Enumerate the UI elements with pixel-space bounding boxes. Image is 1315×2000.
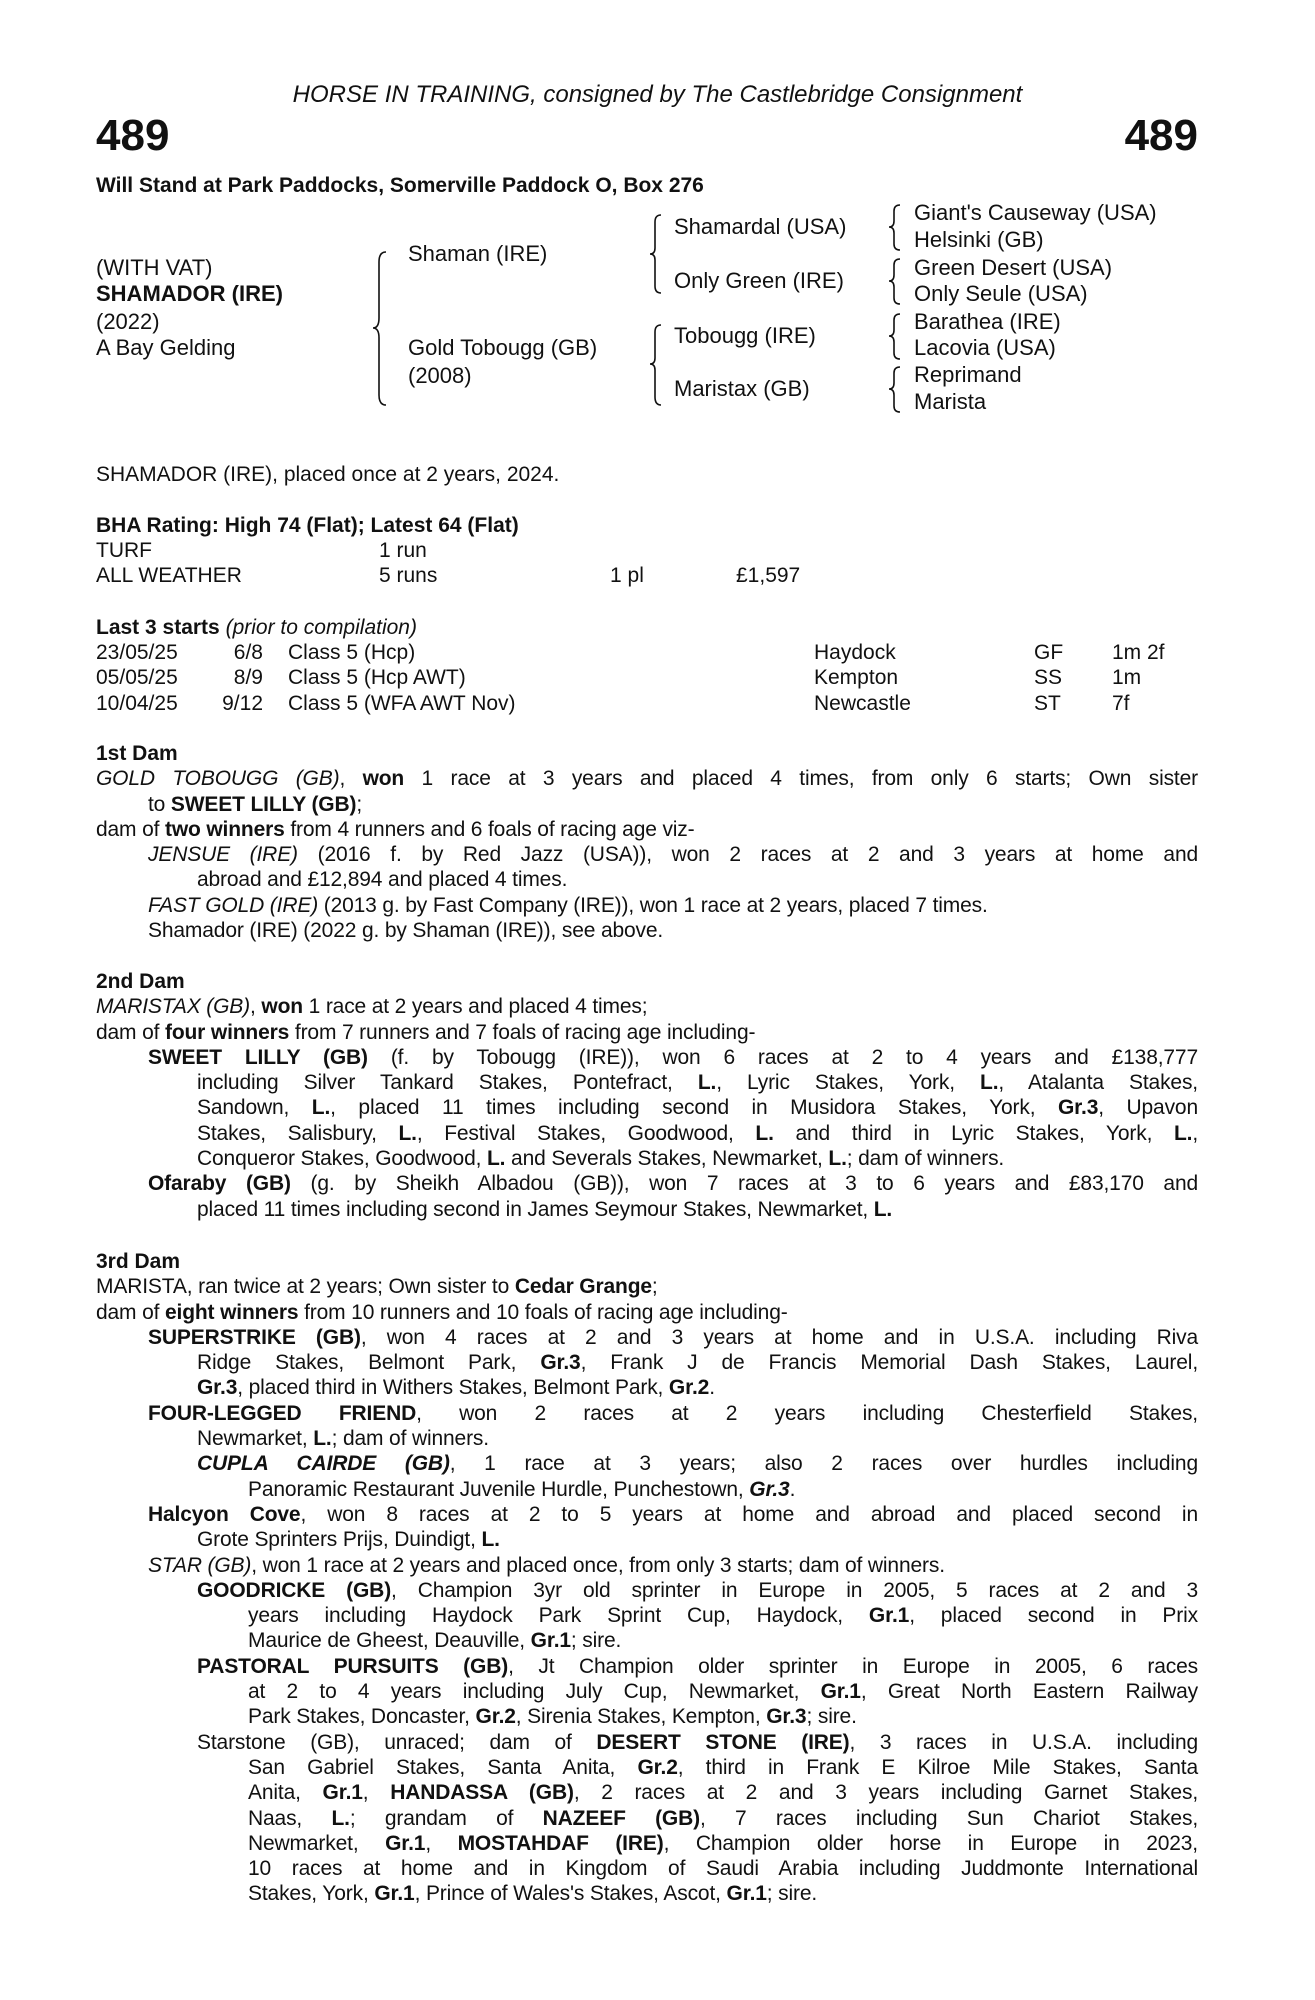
text-run: Grote Sprinters Prijs, Duindigt, [197,1528,482,1552]
produce-entry [0,1171,1315,1222]
text-run: , Champion 3yr old sprinter in Europe in 2005, 5 races at 2 and 3 [391,1578,1198,1602]
produce-entry [0,994,1315,1019]
emphasis-bold: L. [697,1071,717,1095]
text-run: 1 race at 2 years and placed 4 times; [302,995,648,1019]
second-dam-heading: 2nd Dam [96,970,185,993]
emphasis-bold: SWEET LILLY (GB) [170,792,357,816]
start-race: Class 5 (Hcp AWT) [288,666,466,690]
text-run: Park Stakes, Doncaster, [248,1705,476,1729]
emphasis-bold: won [261,995,303,1019]
sire-name: Shaman (IRE) [408,241,548,266]
dam-year: (2008) [408,363,472,388]
emphasis-bold: SWEET LILLY (GB) [148,1045,368,1069]
text-run: from 10 runners and 10 foals of racing age including- [298,1300,788,1324]
emphasis-bold: won [362,767,405,791]
produce-entry [0,1654,1315,1730]
start-date: 23/05/25 [96,641,178,664]
text-line [197,1578,1198,1603]
brace-icon [889,367,900,412]
start-going: GF [1034,641,1064,664]
third-dam-section [0,1249,1315,1907]
start-date: 10/04/25 [96,691,178,715]
produce-entry [0,1401,1315,1452]
emphasis-bold: Gr.1 [530,1629,571,1653]
text-line [248,1856,1198,1881]
dam-name: Gold Tobougg (GB) [408,335,598,360]
text-run: , [250,995,262,1019]
horse-name: SHAMADOR (IRE) [96,281,283,306]
text-run: , [425,1831,458,1855]
produce-entry [0,817,1315,842]
emphasis-bold: HANDASSA (GB) [390,1781,574,1805]
text-run: (2016 f. by Red Jazz (USA)), won 2 races at 2 and 3 years at home and [297,843,1198,867]
emphasis-bold: L. [398,1121,417,1145]
text-run: Shamador (IRE) (2022 g. by Shaman (IRE)), see above. [148,919,664,943]
produce-entry [0,1553,1315,1578]
brace-icon [650,325,661,405]
gen3-ancestor: Reprimand [914,362,1022,387]
text-run: San Gabriel Stakes, Santa Anita, [248,1755,638,1779]
text-run: , won 1 race at 2 years and placed once, from only 3 starts; dam of winners. [251,1553,945,1577]
brace-icon [650,215,661,293]
text-run: , [362,1781,391,1805]
start-going: ST [1034,691,1061,715]
text-line [197,1451,1198,1476]
text-run: MARISTA, ran twice at 2 years; Own sister to [96,1275,515,1299]
gen3-ancestor: Lacovia (USA) [914,335,1056,360]
text-run: ; sire. [766,1882,818,1906]
emphasis-bold: CUPLA CAIRDE (GB) [197,1452,450,1476]
produce-entry [0,1578,1315,1654]
gen3-ancestor: Giant's Causeway (USA) [914,200,1157,225]
text-run: Anita, [248,1781,323,1805]
runs: 5 runs [379,564,438,587]
text-run: placed 11 times including second in James Seymour Stakes, Newmarket, [197,1197,874,1221]
text-run: ; sire. [806,1705,857,1729]
text-line [96,766,1198,791]
text-run: , placed third in Withers Stakes, Belmont Park, [237,1376,669,1400]
gen3-ancestor: Helsinki (GB) [914,227,1044,252]
gen3-ancestor: Only Seule (USA) [914,281,1088,306]
text-run: Stakes, Salisbury, [197,1121,399,1145]
emphasis-bold: Gr.2 [475,1705,516,1729]
emphasis-italic: STAR (GB) [148,1553,252,1577]
text-run: Newmarket, [197,1427,314,1451]
text-run: ; [651,1275,658,1299]
emphasis-bold: Gr.1 [868,1604,910,1628]
start-date: 05/05/25 [96,666,178,690]
text-run: , [339,767,363,791]
race-summary: SHAMADOR (IRE), placed once at 2 years, 2024. [96,463,560,486]
gen2-sire-dam: Only Green (IRE) [674,268,844,293]
start-pos: 6/8 [233,641,263,664]
text-line [197,867,1198,892]
gen2-sire-sire: Shamardal (USA) [674,214,847,239]
gen3-ancestor: Marista [914,389,987,414]
text-run: years including Haydock Park Sprint Cup, Haydock, [248,1604,869,1628]
text-run: ; dam of winners. [846,1147,1005,1171]
text-run: , placed 11 times including second in Musidora Stakes, York, [330,1096,1058,1120]
produce-entry [0,1502,1315,1553]
produce-entry [0,893,1315,918]
runs: 1 run [379,539,427,562]
emphasis-bold: L. [980,1071,999,1095]
text-run: , Frank J de Francis Memorial Dash Stakes, Laurel, [580,1351,1199,1375]
text-run: Naas, [248,1806,332,1830]
text-run: , Upavon [1098,1096,1198,1120]
text-run: (g. by Sheikh Albadou (GB)), won 7 races at 3 to 6 years and £83,170 and [290,1172,1198,1196]
produce-entry [0,1300,1315,1325]
emphasis-bold: L. [331,1806,350,1830]
third-dam-heading: 3rd Dam [96,1250,181,1273]
text-run: , [1192,1121,1199,1145]
text-run: dam of [96,817,165,841]
text-run: , 2 races at 2 and 3 years including Garnet Stakes, [573,1781,1199,1805]
text-run: ; dam of winners. [331,1427,489,1451]
start-course: Kempton [814,666,899,690]
text-run: Starstone (GB), unraced; dam of [197,1730,597,1754]
text-line [197,1426,1198,1451]
lot-number-left: 489 [96,111,170,160]
emphasis-bold: L. [755,1121,774,1145]
start-dist: 7f [1112,691,1130,715]
text-run: , won 4 races at 2 and 3 years at home and in U.S.A. including Riva [360,1325,1199,1349]
start-race: Class 5 (Hcp) [288,641,416,664]
text-run: , Sirenia Stakes, Kempton, [515,1705,767,1729]
text-line [197,1654,1198,1679]
placed: 1 pl [610,564,644,587]
emphasis-bold: FOUR-LEGGED FRIEND [148,1401,417,1425]
text-line [148,1502,1198,1527]
text-line [148,1045,1198,1070]
text-run: from 7 runners and 7 foals of racing age including- [289,1020,756,1044]
produce-entry [0,1020,1315,1045]
text-line [197,1730,1198,1755]
text-line [96,1300,1198,1325]
brace-icon [373,252,386,405]
produce-entry [0,1274,1315,1299]
text-line [197,1350,1198,1375]
text-run: ; grandam of [349,1806,543,1830]
start-dist: 1m 2f [1112,641,1165,664]
earnings: £1,597 [736,564,801,587]
produce-entry [0,1730,1315,1907]
text-run: , Prince of Wales's Stakes, Ascot, [414,1882,727,1906]
emphasis-bold: SUPERSTRIKE (GB) [148,1325,361,1349]
gen3-ancestor: Barathea (IRE) [914,309,1061,334]
lot-number-right: 489 [1124,111,1198,160]
gen3-ancestor: Green Desert (USA) [914,255,1113,280]
text-line [248,1704,1198,1729]
emphasis-italic: JENSUE (IRE) [148,843,298,867]
text-line [148,1325,1198,1350]
text-line [197,1070,1198,1095]
text-run: ; [356,792,363,816]
emphasis-bold: L. [1173,1121,1193,1145]
text-run: Stakes, York, [248,1882,375,1906]
emphasis-bold: NAZEEF (GB) [542,1806,700,1830]
last-starts-heading [96,615,417,640]
emphasis-bold: L. [873,1197,893,1221]
text-run: , 7 races including Sun Chariot Stakes, [699,1806,1199,1830]
start-course: Haydock [814,641,896,664]
emphasis-bold: Gr.1 [726,1882,767,1906]
emphasis-bold: eight winners [164,1300,299,1324]
text-line [248,1881,1198,1906]
emphasis-bold: Gr.3 [749,1477,790,1501]
text-run: ; sire. [570,1629,622,1653]
text-run: (f. by Tobougg (IRE)), won 6 races at 2 to 4 years and £138,777 [367,1045,1198,1069]
text-line [96,817,1198,842]
emphasis-bold: GOODRICKE (GB) [197,1578,392,1602]
produce-entry [0,1451,1315,1502]
text-run: , Festival Stakes, Goodwood, [416,1121,756,1145]
text-run: , Lyric Stakes, York, [716,1071,981,1095]
emphasis-bold: Gr.3 [540,1351,581,1375]
start-pos: 9/12 [222,691,263,715]
foaling-year: (2022) [96,309,160,334]
emphasis-bold: Gr.1 [322,1781,363,1805]
text-line [248,1603,1198,1628]
text-run: Ridge Stakes, Belmont Park, [197,1351,541,1375]
produce-entry [0,842,1315,893]
start-pos: 8/9 [233,666,263,690]
last-starts-note: (prior to compilation) [225,616,417,639]
emphasis-bold: two winners [164,817,285,841]
emphasis-bold: L. [486,1147,506,1171]
text-run: , third in Frank E Kilroe Mile Stakes, Santa [677,1755,1198,1779]
text-run: , 3 races in U.S.A. including [849,1730,1199,1754]
text-run: abroad and £12,894 and placed 4 times. [197,868,568,892]
emphasis-bold: four winners [164,1020,290,1044]
text-line [248,1755,1198,1780]
text-line [96,994,1198,1019]
emphasis-bold: Gr.2 [637,1755,678,1779]
text-line [248,1806,1198,1831]
text-run: , placed second in Prix [909,1604,1198,1628]
text-line [248,1780,1198,1805]
produce-entry [0,1045,1315,1171]
emphasis-italic: FAST GOLD (IRE) [148,893,319,917]
text-run: , Champion older horse in Europe in 2023, [663,1831,1198,1855]
text-line [248,1831,1198,1856]
text-line [148,792,1198,817]
text-line [197,1527,1198,1552]
surface: ALL WEATHER [96,564,242,587]
produce-entry [0,1325,1315,1401]
emphasis-bold: DESERT STONE (IRE) [596,1730,850,1754]
text-run: Panoramic Restaurant Juvenile Hurdle, Punchestown, [248,1477,750,1501]
text-line [96,1020,1198,1045]
first-dam-section [0,741,1315,943]
text-run: (2013 g. by Fast Company (IRE)), won 1 race at 2 years, placed 7 times. [318,893,988,917]
text-run: . [709,1376,715,1400]
emphasis-bold: Ofaraby (GB) [148,1172,291,1196]
text-run: , 1 race at 3 years; also 2 races over hurdles including [449,1452,1198,1476]
emphasis-bold: L. [481,1528,500,1552]
text-line [148,1401,1198,1426]
emphasis-bold: L. [828,1147,847,1171]
text-line [148,842,1198,867]
brace-icon [889,205,900,250]
stabling-location: Will Stand at Park Paddocks, Somerville Paddock O, Box 276 [96,174,704,197]
emphasis-bold: Gr.1 [374,1882,415,1906]
horse-description: A Bay Gelding [96,335,236,360]
text-line [148,1171,1198,1196]
gen2-dam-sire: Tobougg (IRE) [674,323,816,348]
bha-rating: BHA Rating: High 74 (Flat); Latest 64 (Flat) [96,514,519,537]
text-line [197,1375,1198,1400]
emphasis-italic: GOLD TOBOUGG (GB) [96,767,340,791]
text-run: . [789,1477,796,1501]
emphasis-bold: Gr.3 [197,1376,238,1400]
text-line [148,893,1198,918]
text-run: dam of [96,1020,165,1044]
emphasis-bold: L. [313,1427,332,1451]
text-run: , won 8 races at 2 to 5 years at home and abroad and placed second in [300,1502,1198,1526]
emphasis-bold: Halcyon Cove [148,1502,301,1526]
brace-icon [889,259,900,304]
emphasis-bold: Gr.1 [385,1831,426,1855]
text-run: Sandown, [197,1096,312,1120]
text-line [248,1679,1198,1704]
second-dam-section [0,969,1315,1222]
text-run: Newmarket, [248,1831,386,1855]
emphasis-bold: Cedar Grange [514,1275,652,1299]
produce-entry [0,918,1315,943]
text-run: 1 race at 3 years and placed 4 times, from only 6 starts; Own sister [404,767,1198,791]
text-line [148,918,1198,943]
emphasis-italic: MARISTAX (GB) [96,995,251,1019]
emphasis-bold: Gr.2 [668,1376,710,1400]
first-dam-heading: 1st Dam [96,742,178,765]
emphasis-bold: Gr.3 [766,1705,807,1729]
text-run: at 2 to 4 years including July Cup, Newmarket, [248,1680,821,1704]
text-run: and Severals Stakes, Newmarket, [505,1147,829,1171]
text-line [96,1274,1198,1299]
emphasis-bold: L. [311,1096,331,1120]
catalogue-header: HORSE IN TRAINING, consigned by The Castlebridge Consignment [292,81,1023,108]
text-run: dam of [96,1300,165,1324]
surface: TURF [96,539,152,562]
text-line [197,1146,1198,1171]
text-run: from 4 runners and 6 foals of racing age viz- [284,817,695,841]
brace-icon [889,314,900,359]
text-line [148,1553,1198,1578]
text-run: , won 2 races at 2 years including Chesterfield Stakes, [416,1401,1198,1425]
text-line [197,1121,1198,1146]
start-dist: 1m [1112,666,1142,690]
last-starts-title: Last 3 starts [96,616,220,639]
vat-note: (WITH VAT) [96,255,213,280]
text-run: Maurice de Gheest, Deauville, [248,1629,531,1653]
emphasis-bold: PASTORAL PURSUITS (GB) [197,1654,509,1678]
emphasis-bold: MOSTAHDAF (IRE) [457,1831,664,1855]
text-run: , Atalanta Stakes, [998,1071,1198,1095]
pedigree-braces [0,0,1315,450]
emphasis-bold: Gr.1 [820,1680,861,1704]
text-line [248,1477,1198,1502]
text-run: 10 races at home and in Kingdom of Saudi Arabia including Juddmonte International [248,1857,1198,1881]
start-going: SS [1034,666,1063,690]
text-line [197,1095,1198,1120]
text-run: to [148,792,171,816]
produce-entry [0,766,1315,817]
text-line [197,1197,1198,1222]
text-run: including Silver Tankard Stakes, Pontefract, [197,1071,698,1095]
emphasis-bold: Gr.3 [1057,1096,1099,1120]
start-course: Newcastle [814,691,911,715]
text-run: Conqueror Stakes, Goodwood, [197,1147,487,1171]
text-run: , Jt Champion older sprinter in Europe in 2005, 6 races [508,1654,1199,1678]
text-run: and third in Lyric Stakes, York, [773,1121,1174,1145]
gen2-dam-dam: Maristax (GB) [674,376,810,401]
text-line [248,1628,1198,1653]
start-race: Class 5 (WFA AWT Nov) [288,691,516,715]
text-run: , Great North Eastern Railway [860,1680,1198,1704]
